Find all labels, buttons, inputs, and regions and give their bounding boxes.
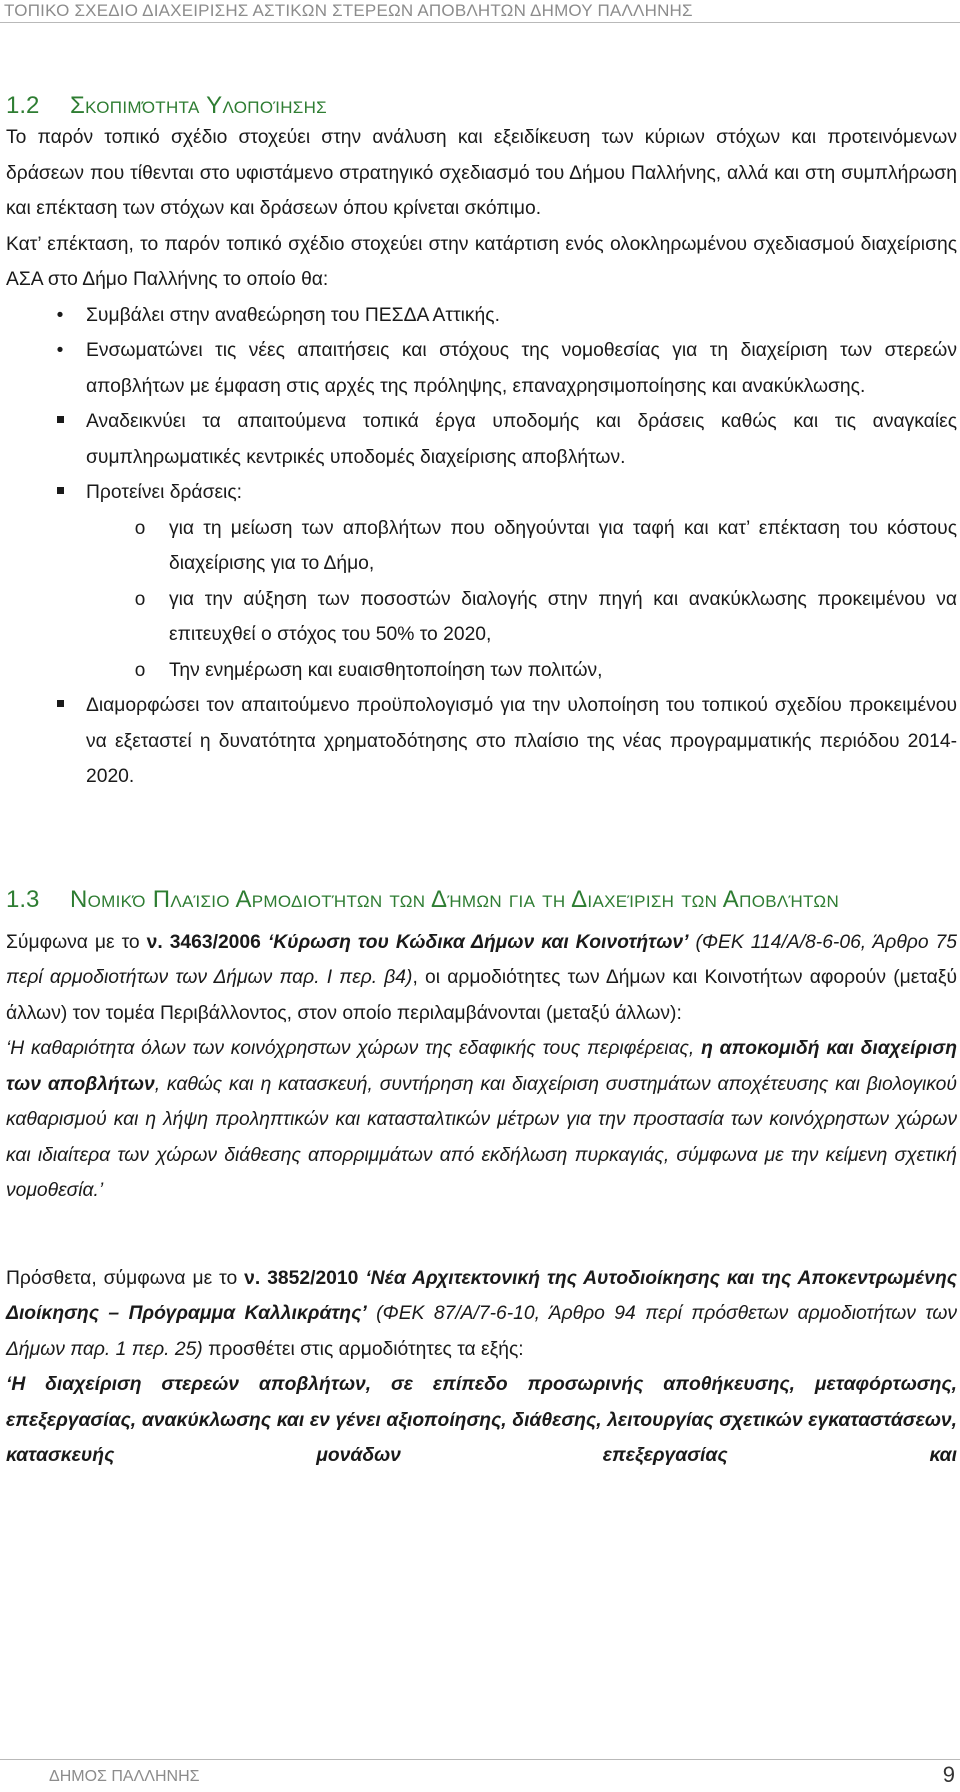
law-title: ‘Κύρωση του Κώδικα Δήμων και Κοινοτήτων’ <box>260 931 689 953</box>
quote-emphasis: η αποκομιδή και διαχείριση των αποβλήτων <box>6 1038 957 1095</box>
list-item <box>6 404 957 475</box>
quote-text: , καθώς και η κατασκευή, συντήρηση και διαχείριση συστημάτων αποχέτευσης και βιολογικού καθαρισμού και η λήψη προληπτικών και κατασταλτικών μέτρων για την προστασία των κοινόχρηστων χώρων και ιδιαίτερα των χώρων διάθεσης απορριμμάτων από εκδήλωση πυρκαγιάς, σύμφωνα με την κείμενη σχετική νομοθεσία.’ <box>6 1073 957 1201</box>
quote-text: ‘Η διαχείριση στερεών αποβλήτων, σε επίπεδο προσωρινής αποθήκευσης, μεταφόρτωσης, επεξεργασίας, ανακύκλωσης και εν γένει αξιοποίησης, διάθεσης, λειτουργίας σχετικών εγκαταστάσεων, κατασκευής μονάδων επεξεργασίας και <box>6 1374 957 1466</box>
bullet-icon: • <box>56 340 64 361</box>
footer-municipality: ΔΗΜΟΣ ΠΑΛΛΗΝΗΣ <box>49 1768 200 1785</box>
list-item-text: Συμβάλει στην αναθεώρηση του ΠΕΣΔΑ Αττικής. <box>86 304 500 326</box>
objective-list <box>6 298 957 795</box>
law-paragraph-2 <box>6 1261 957 1368</box>
law-reference: (ΦΕΚ 87/Α/7-6-10, Άρθρο 94 περί πρόσθετων αρμοδιοτήτων των Δήμων παρ. 1 περ. 25) <box>6 1303 957 1360</box>
section-1-3 <box>6 874 957 1474</box>
sub-list-item <box>6 511 957 582</box>
section-number: 1.2 <box>6 92 40 119</box>
section-number: 1.3 <box>6 885 40 913</box>
header-title: ΤΟΠΙΚΟ ΣΧΕΔΙΟ ΔΙΑΧΕΙΡΙΣΗΣ ΑΣΤΙΚΩΝ ΣΤΕΡΕΩΝ ΑΠΟΒΛΗΤΩΝ ΔΗΜΟΥ ΠΑΛΛΗΝΗΣ <box>4 1 693 20</box>
page-number: 9 <box>942 1762 955 1787</box>
section-heading-1-2 <box>6 92 957 120</box>
list-item-text: Προτείνει δράσεις: <box>86 482 242 503</box>
circle-bullet-icon: o <box>134 517 146 539</box>
list-item <box>6 333 957 404</box>
list-item-text: Ενσωματώνει τις νέες απαιτήσεις και στόχους της νομοθεσίας για τη διαχείριση των στερεών αποβλήτων με έμφαση στις αρχές της πρόληψης, επαναχρησιμοποίησης και ανακύκλωσης. <box>86 340 957 397</box>
law-number: ν. 3463/2006 <box>146 931 261 953</box>
text: Πρόσθετα, σύμφωνα με το <box>6 1267 245 1289</box>
law-paragraph-1 <box>6 925 957 1032</box>
quote-paragraph-1 <box>6 1031 957 1209</box>
list-item-text: Αναδεικνύει τα απαιτούμενα τοπικά έργα υποδομής και δράσεις καθώς και τις αναγκαίες συμπληρωματικές κεντρικές υποδομές διαχείρισης αποβλήτων. <box>86 411 957 468</box>
sub-list-item <box>6 653 957 689</box>
quote-paragraph-2 <box>6 1367 957 1474</box>
sub-item-text: για την αύξηση των ποσοστών διαλογής στην πηγή και ανακύκλωσης προκειμένου να επιτευχθεί ο στόχος του 50% το 2020, <box>169 588 957 645</box>
sub-item-text: Την ενημέρωση και ευαισθητοποίηση των πολιτών, <box>169 659 603 681</box>
list-item <box>6 298 957 334</box>
page-header <box>0 0 960 23</box>
page-content <box>6 92 957 1474</box>
text: Σύμφωνα με το <box>6 931 147 953</box>
law-title: ‘Νέα Αρχιτεκτονική της Αυτοδιοίκησης και της Αποκεντρωμένης Διοίκησης – Πρόγραμμα Καλλικράτης’ <box>6 1267 957 1324</box>
bullet-icon: • <box>56 304 64 326</box>
sub-item-text: για τη μείωση των αποβλήτων που οδηγούνται για ταφή και κατ’ επέκταση του κόστους διαχείρισης για το Δήμο, <box>169 517 957 574</box>
section-title: Σκοπιμότητα Υλοποίησης <box>70 92 327 119</box>
law-reference: (ΦΕΚ 114/Α/8-6-06, Άρθρο 75 περί αρμοδιοτήτων των Δήμων παρ. Ι περ. β4) <box>6 931 957 988</box>
circle-bullet-icon: o <box>134 659 146 681</box>
section-heading-1-3 <box>6 874 957 925</box>
law-number: ν. 3852/2010 <box>244 1267 359 1289</box>
text: , οι αρμοδιότητες των Δήμων και Κοινοτήτων αφορούν (μεταξύ άλλων) τον τομέα Περιβάλλοντος, στον οποίο περιλαμβάνονται (μεταξύ άλλων): <box>6 967 957 1024</box>
list-item <box>6 688 957 795</box>
list-item-text: Διαμορφώσει τον απαιτούμενο προϋπολογισμό για την υλοποίηση του τοπικού σχεδίου προκειμένου να εξεταστεί η δυνατότητα χρηματοδότησης στο πλαίσιο της νέας προγραμματικής περιόδου 2014-2020. <box>86 695 957 787</box>
text: προσθέτει στις αρμοδιότητες τα εξής: <box>202 1338 524 1360</box>
list-item <box>6 475 957 511</box>
square-bullet-icon <box>50 688 70 724</box>
lead-paragraph: Κατ’ επέκταση, το παρόν τοπικό σχέδιο στοχεύει στην κατάρτιση ενός ολοκληρωμένου σχεδιασμού διαχείρισης ΑΣΑ στο Δήμο Παλλήνης το οποίο θα: <box>6 233 957 290</box>
section-title: Νομικό Πλαίσιο Αρμοδιοτήτων των Δήμων για τη Διαχείριση των Αποβλήτων <box>70 885 840 913</box>
circle-bullet-icon: o <box>134 588 146 610</box>
intro-paragraph: Το παρόν τοπικό σχέδιο στοχεύει στην ανάλυση και εξειδίκευση των κύριων στόχων και προτεινόμενων δράσεων που τίθενται στο υφιστάμενο στρατηγικό σχεδιασμό του Δήμου Παλλήνης, αλλά και στη συμπλήρωση και επέκταση των στόχων και δράσεων όπου κρίνεται σκόπιμο. <box>6 127 957 219</box>
square-bullet-icon <box>50 475 70 511</box>
page-footer <box>0 1759 960 1792</box>
sub-list-item <box>6 582 957 653</box>
quote-text: ‘Η καθαριότητα όλων των κοινόχρηστων χώρων της εδαφικής τους περιφέρειας, <box>6 1038 702 1059</box>
square-bullet-icon <box>50 404 70 440</box>
